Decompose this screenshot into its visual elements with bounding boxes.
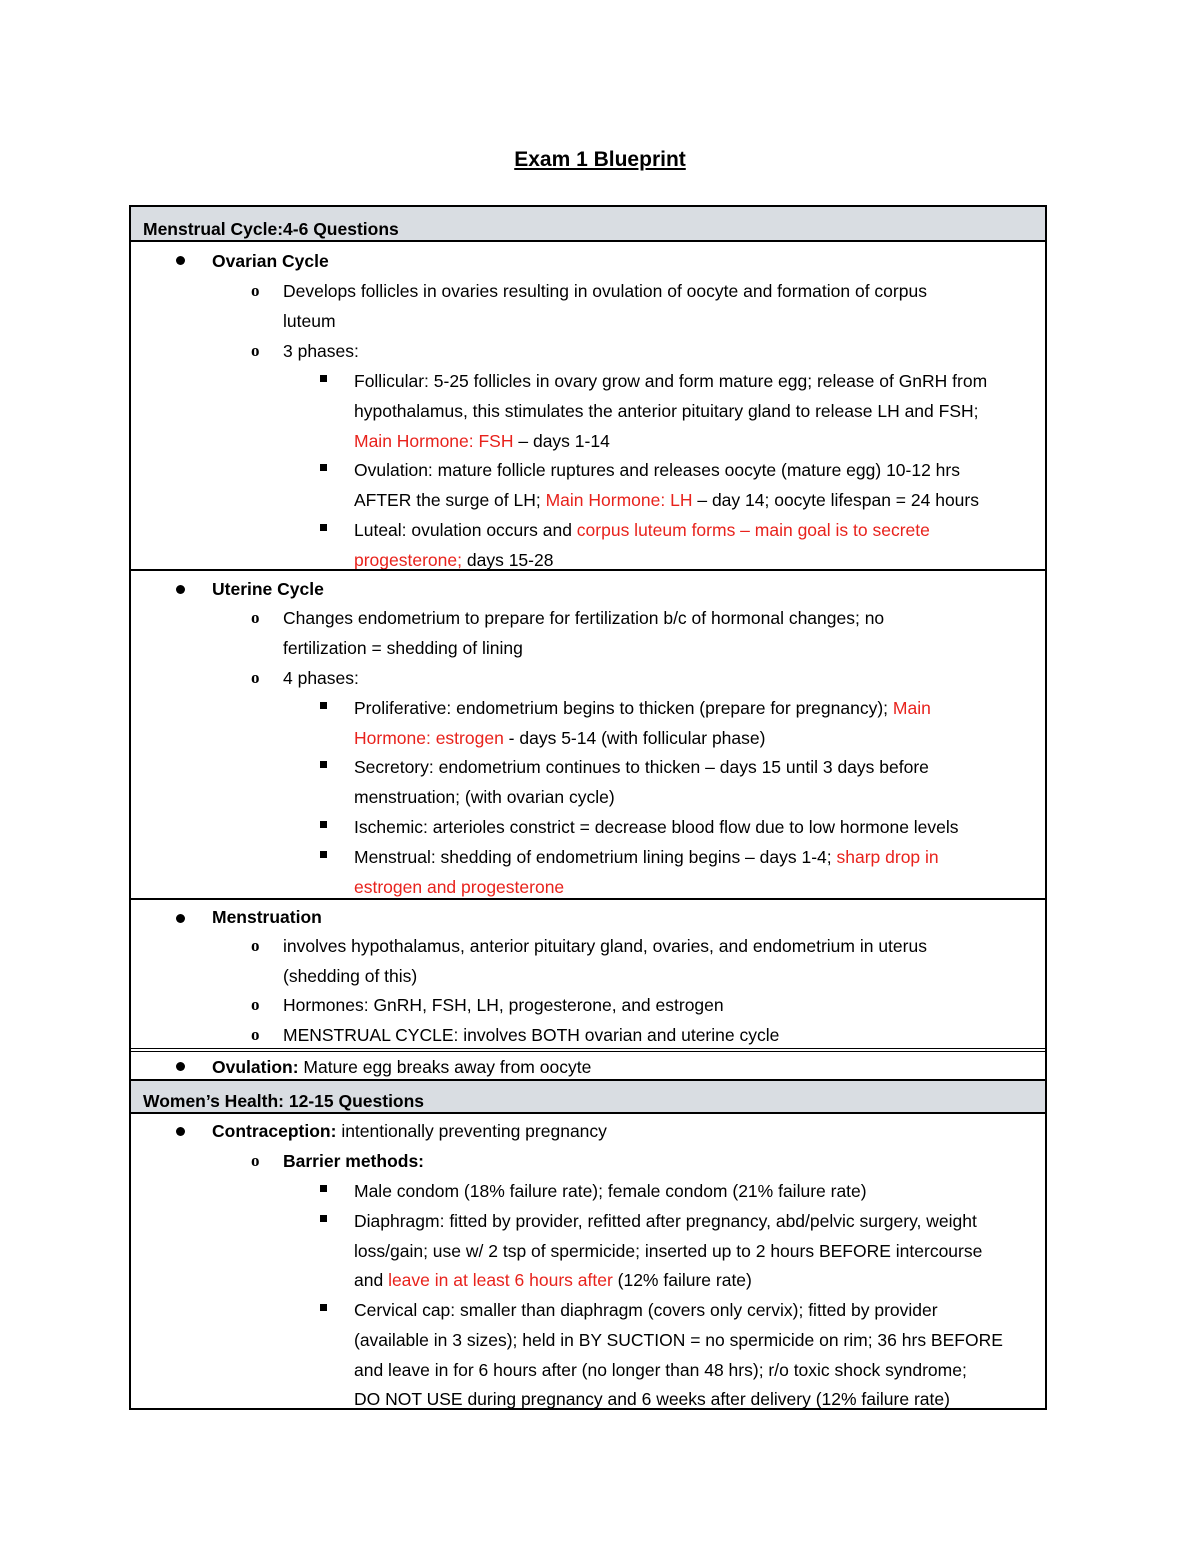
ovarian-phases-label: 3 phases:: [283, 341, 359, 361]
square-bullet-icon: [320, 702, 327, 709]
uterine-phases-label: 4 phases:: [283, 668, 359, 688]
circle-bullet-icon: o: [251, 608, 260, 627]
cervical-cap-line-4: DO NOT USE during pregnancy and 6 weeks after delivery (12% failure rate): [354, 1389, 950, 1409]
diaphragm-line-2: loss/gain; use w/ 2 tsp of spermicide; inserted up to 2 hours BEFORE intercourse: [354, 1241, 983, 1261]
square-bullet-icon: [320, 1304, 327, 1311]
uterine-cycle-section: [131, 569, 1045, 898]
ovarian-heading: Ovarian Cycle: [212, 251, 329, 271]
follicular-line-1: [354, 369, 987, 393]
bullet-icon: [176, 585, 185, 594]
ovulation-line: [212, 1055, 591, 1079]
proliferative-line-1: [354, 696, 931, 720]
bullet-icon: [176, 256, 185, 265]
luteal-progesterone: progesterone;: [354, 550, 462, 570]
secretory-line-1: Secretory: endometrium continues to thicken – days 15 until 3 days before: [354, 757, 929, 777]
menstruation-item-1: involves hypothalamus, anterior pituitary gland, ovaries, and endometrium in uterus: [283, 936, 927, 956]
bullet-icon: [176, 914, 185, 923]
follicular-line-3: [354, 429, 610, 453]
menstruation-item-1-cont: (shedding of this): [283, 966, 418, 986]
menstruation-item-3: MENSTRUAL CYCLE: involves BOTH ovarian and uterine cycle: [283, 1025, 780, 1045]
condom-line: Male condom (18% failure rate); female condom (21% failure rate): [354, 1181, 867, 1201]
menstrual-phase-line-1: [354, 845, 939, 869]
follicular-days: – days 1-14: [513, 431, 610, 451]
follicular-text: 5-25 follicles in ovary grow and form mature egg; release of GnRH from: [428, 371, 988, 391]
follicular-hormone: Main Hormone: FSH: [354, 431, 514, 451]
square-bullet-icon: [320, 464, 327, 471]
cervical-cap-line-1: Cervical cap: smaller than diaphragm (covers only cervix); fitted by provider: [354, 1300, 938, 1320]
menstrual-phase-text: Menstrual: shedding of endometrium lining begins – days 1-4;: [354, 847, 837, 867]
ovulation-hormone: Main Hormone: LH: [545, 490, 693, 510]
menstrual-phase-line-2: estrogen and progesterone: [354, 877, 565, 897]
ischemic-line: Ischemic: arterioles constrict = decrease blood flow due to low hormone levels: [354, 817, 959, 837]
square-bullet-icon: [320, 375, 327, 382]
diaphragm-line-3: [354, 1268, 752, 1292]
proliferative-hormone-label: Main: [892, 698, 931, 718]
uterine-heading: Uterine Cycle: [212, 579, 324, 599]
square-bullet-icon: [320, 761, 327, 768]
circle-bullet-icon: o: [251, 936, 260, 955]
ovarian-desc: Develops follicles in ovaries resulting in ovulation of oocyte and formation of corpus: [283, 281, 927, 301]
ovulation-section: [131, 1048, 1045, 1079]
ovulation-phase-text: AFTER the surge of LH;: [354, 490, 546, 510]
contraception-heading: Contraception:: [212, 1121, 337, 1141]
ovulation-phase-line-2: [354, 488, 979, 512]
blueprint-table: [129, 205, 1047, 1410]
page-title: Exam 1 Blueprint: [514, 148, 686, 171]
menstruation-heading: Menstruation: [212, 907, 322, 927]
circle-bullet-icon: o: [251, 995, 260, 1014]
uterine-desc-cont: fertilization = shedding of lining: [283, 638, 523, 658]
circle-bullet-icon: o: [251, 1025, 260, 1044]
diaphragm-line-1: Diaphragm: fitted by provider, refitted after pregnancy, abd/pelvic surgery, weight: [354, 1211, 977, 1231]
luteal-goal: corpus luteum forms – main goal is to secrete: [576, 520, 930, 540]
secretory-line-2: menstruation; (with ovarian cycle): [354, 787, 615, 807]
ovulation-text: Mature egg breaks away from oocyte: [298, 1057, 592, 1077]
uterine-desc: Changes endometrium to prepare for fertilization b/c of hormonal changes; no: [283, 608, 885, 628]
contraception-line: [212, 1119, 607, 1143]
luteal-text: Luteal: ovulation occurs and: [354, 520, 577, 540]
bullet-icon: [176, 1062, 185, 1071]
menstrual-cycle-header: Menstrual Cycle:4-6 Questions: [131, 207, 1045, 242]
bullet-icon: [176, 1127, 185, 1136]
ovarian-desc-cont: luteum: [283, 311, 336, 331]
follicular-label: Follicular:: [354, 371, 429, 391]
cervical-cap-line-2: (available in 3 sizes); held in BY SUCTION = no spermicide on rim; 36 hrs BEFORE: [354, 1330, 1003, 1350]
square-bullet-icon: [320, 851, 327, 858]
luteal-days: days 15-28: [462, 550, 554, 570]
square-bullet-icon: [320, 821, 327, 828]
diaphragm-and: and: [354, 1270, 389, 1290]
square-bullet-icon: [320, 524, 327, 531]
ovulation-phase-days: – day 14; oocyte lifespan = 24 hours: [692, 490, 979, 510]
proliferative-hormone: Hormone: estrogen: [354, 728, 504, 748]
luteal-line-1: [354, 518, 930, 542]
proliferative-text: Proliferative: endometrium begins to thicken (prepare for pregnancy);: [354, 698, 893, 718]
menstruation-section: [131, 898, 1045, 1048]
circle-bullet-icon: o: [251, 1151, 260, 1170]
proliferative-days: - days 5-14 (with follicular phase): [503, 728, 766, 748]
cervical-cap-line-3: and leave in for 6 hours after (no longer than 48 hrs); r/o toxic shock syndrome;: [354, 1360, 967, 1380]
circle-bullet-icon: o: [251, 668, 260, 687]
womens-health-header: Women’s Health: 12-15 Questions: [131, 1079, 1045, 1114]
square-bullet-icon: [320, 1185, 327, 1192]
menstruation-item-2: Hormones: GnRH, FSH, LH, progesterone, and estrogen: [283, 995, 724, 1015]
barrier-methods-label: Barrier methods:: [283, 1151, 425, 1171]
proliferative-line-2: [354, 726, 765, 750]
circle-bullet-icon: o: [251, 341, 260, 360]
ovulation-heading: Ovulation:: [212, 1057, 299, 1077]
diaphragm-leave-in: leave in at least 6 hours after: [388, 1270, 613, 1290]
ovulation-phase-line-1: Ovulation: mature follicle ruptures and releases oocyte (mature egg) 10-12 hrs: [354, 460, 960, 480]
follicular-line-2: hypothalamus, this stimulates the anterior pituitary gland to release LH and FSH;: [354, 401, 979, 421]
menstrual-phase-drop: sharp drop in: [836, 847, 939, 867]
contraception-text: intentionally preventing pregnancy: [336, 1121, 607, 1141]
circle-bullet-icon: o: [251, 281, 260, 300]
diaphragm-failure: (12% failure rate): [612, 1270, 752, 1290]
ovarian-cycle-section: [131, 242, 1045, 569]
contraception-section: [131, 1114, 1045, 1408]
square-bullet-icon: [320, 1215, 327, 1222]
